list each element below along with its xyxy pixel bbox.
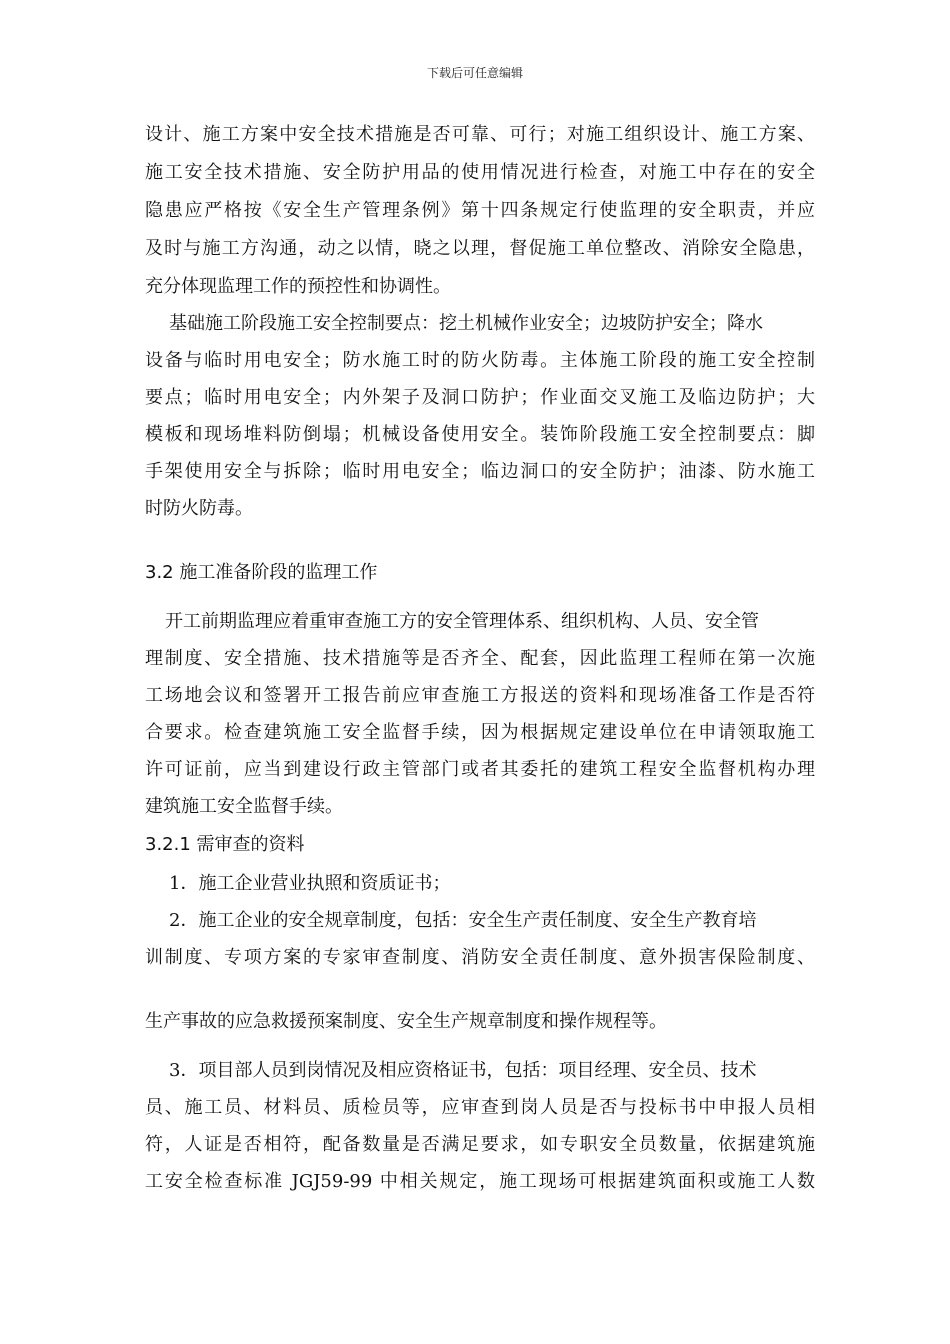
paragraph-line: 基础施工阶段施工安全控制要点：挖土机械作业安全；边坡防护安全；降水 bbox=[169, 313, 763, 334]
paragraph-line: 设计、施工方案中安全技术措施是否可靠、可行；对施工组织设计、施工方案、 bbox=[145, 124, 815, 145]
paragraph-line: 合要求。检查建筑施工安全监督手续，因为根据规定建设单位在申请领取施工 bbox=[145, 722, 815, 743]
paragraph-line: 开工前期监理应着重审查施工方的安全管理体系、组织机构、人员、安全管 bbox=[165, 611, 759, 632]
paragraph-line: 要点；临时用电安全；内外架子及洞口防护；作业面交叉施工及临边防护；大 bbox=[145, 387, 815, 408]
paragraph-line: 隐患应严格按《安全生产管理条例》第十四条规定行使监理的安全职责，并应 bbox=[145, 200, 815, 221]
paragraph-line: 工安全检查标准 JGJ59-99 中相关规定，施工现场可根据建筑面积或施工人数 bbox=[145, 1171, 815, 1192]
paragraph-line: 训制度、专项方案的专家审查制度、消防安全责任制度、意外损害保险制度、 bbox=[145, 947, 815, 968]
list-item: 1．施工企业营业执照和资质证书； bbox=[169, 873, 451, 894]
subsection-heading: 3.2.1 需审查的资料 bbox=[145, 834, 305, 855]
paragraph-line: 理制度、安全措施、技术措施等是否齐全、配套，因此监理工程师在第一次施 bbox=[145, 648, 815, 669]
paragraph-line: 符，人证是否相符，配备数量是否满足要求，如专职安全员数量，依据建筑施 bbox=[145, 1134, 815, 1155]
paragraph-line: 许可证前，应当到建设行政主管部门或者其委托的建筑工程安全监督机构办理 bbox=[145, 759, 815, 780]
paragraph-line: 时防火防毒。 bbox=[145, 498, 253, 519]
paragraph-line: 施工安全技术措施、安全防护用品的使用情况进行检查，对施工中存在的安全 bbox=[145, 162, 815, 183]
page-header: 下载后可任意编辑 bbox=[426, 66, 523, 80]
paragraph-line: 工场地会议和签署开工报告前应审查施工方报送的资料和现场准备工作是否符 bbox=[145, 685, 815, 706]
paragraph-line: 建筑施工安全监督手续。 bbox=[145, 796, 343, 817]
paragraph-line: 设备与临时用电安全；防水施工时的防火防毒。主体施工阶段的施工安全控制 bbox=[145, 350, 815, 371]
paragraph-line: 模板和现场堆料防倒塌；机械设备使用安全。装饰阶段施工安全控制要点：脚 bbox=[145, 424, 815, 445]
paragraph-line: 员、施工员、材料员、质检员等，应审查到岗人员是否与投标书中申报人员相 bbox=[145, 1097, 815, 1118]
paragraph-line: 充分体现监理工作的预控性和协调性。 bbox=[145, 276, 451, 297]
section-heading: 3.2 施工准备阶段的监理工作 bbox=[145, 562, 378, 583]
list-item: 3．项目部人员到岗情况及相应资格证书，包括：项目经理、安全员、技术 bbox=[169, 1060, 757, 1081]
paragraph-line: 生产事故的应急救援预案制度、安全生产规章制度和操作规程等。 bbox=[145, 1011, 667, 1032]
list-item: 2．施工企业的安全规章制度，包括：安全生产责任制度、安全生产教育培 bbox=[169, 910, 757, 931]
paragraph-line: 手架使用安全与拆除；临时用电安全；临边洞口的安全防护；油漆、防水施工 bbox=[145, 461, 815, 482]
paragraph-line: 及时与施工方沟通，动之以情，晓之以理，督促施工单位整改、消除安全隐患， bbox=[145, 238, 815, 259]
